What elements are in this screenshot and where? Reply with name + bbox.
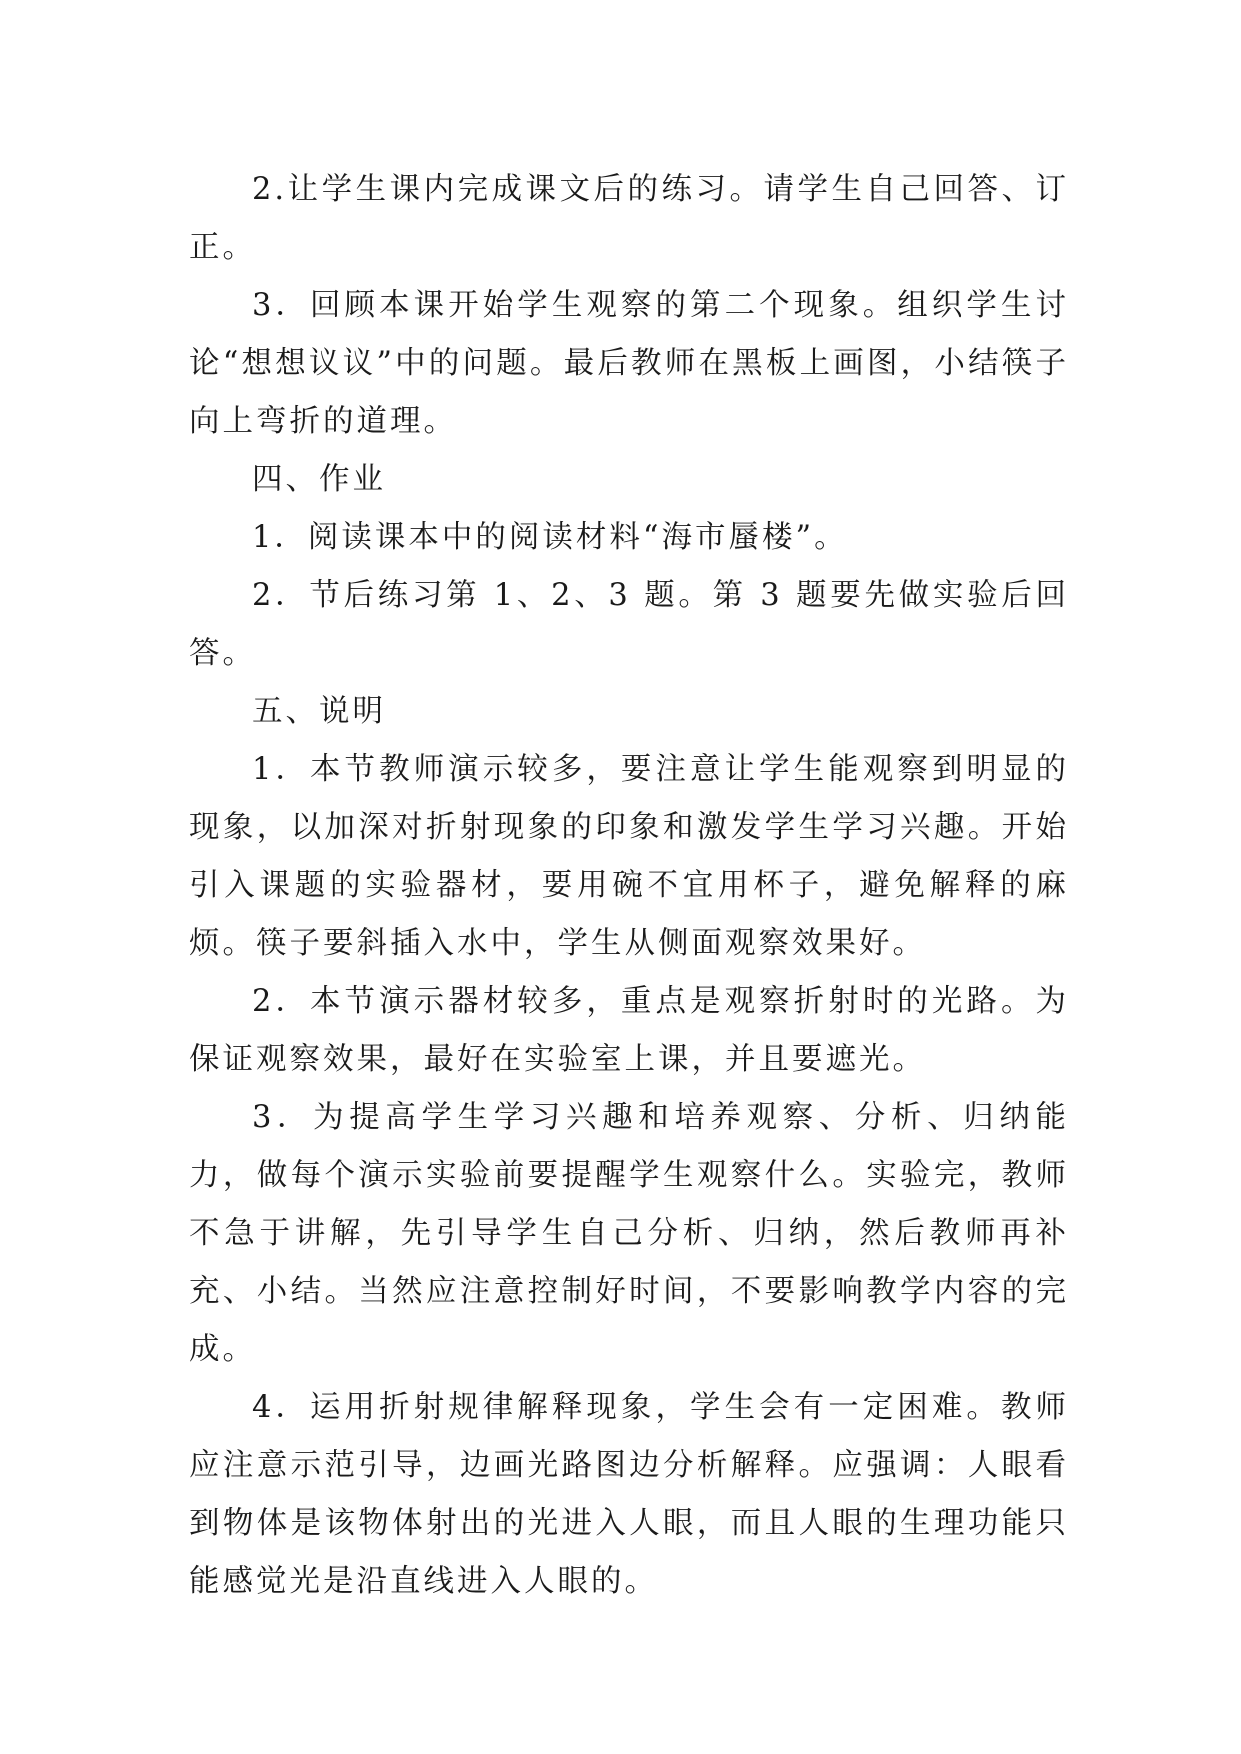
paragraph-homework-1: 1．阅读课本中的阅读材料“海市蜃楼”。 [252, 520, 848, 555]
section-heading-homework: 四、作业 [252, 462, 386, 497]
paragraph-exercise-2: 2.让学生课内完成课文后的练习。请学生自己回答、订正。 [189, 172, 1069, 265]
paragraph-homework-2: 2．节后练习第 1、2、3 题。第 3 题要先做实验后回答。 [189, 578, 1069, 671]
document-body [189, 161, 1069, 1611]
paragraph-note-1: 1．本节教师演示较多，要注意让学生能观察到明显的现象，以加深对折射现象的印象和激发学生学习兴趣。开始引入课题的实验器材，要用碗不宜用杯子，避免解释的麻烦。筷子要斜插入水中，学生从侧面观察效果好。 [189, 752, 1069, 961]
section-heading-notes: 五、说明 [252, 694, 386, 729]
paragraph-note-2: 2．本节演示器材较多，重点是观察折射时的光路。为保证观察效果，最好在实验室上课，并且要遮光。 [189, 984, 1069, 1077]
paragraph-note-3: 3．为提高学生学习兴趣和培养观察、分析、归纳能力，做每个演示实验前要提醒学生观察什么。实验完，教师不急于讲解，先引导学生自己分析、归纳，然后教师再补充、小结。当然应注意控制好时间，不要影响教学内容的完成。 [189, 1100, 1069, 1367]
paragraph-review-3: 3．回顾本课开始学生观察的第二个现象。组织学生讨论“想想议议”中的问题。最后教师在黑板上画图，小结筷子向上弯折的道理。 [189, 288, 1069, 439]
paragraph-note-4: 4．运用折射规律解释现象，学生会有一定困难。教师应注意示范引导，边画光路图边分析解释。应强调：人眼看到物体是该物体射出的光进入人眼，而且人眼的生理功能只能感觉光是沿直线进入人眼的。 [189, 1390, 1069, 1599]
